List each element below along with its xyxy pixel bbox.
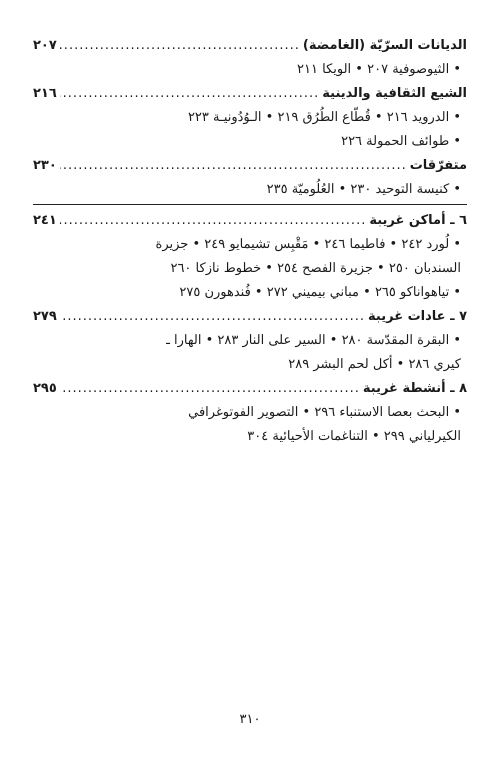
entry-line: الكيرلياني ٢٩٩ • التناغمات الأحيائية ٣٠٤ <box>247 429 461 444</box>
section-page-number: ٢٩٥ <box>33 381 57 396</box>
toc-section-heading <box>33 36 467 56</box>
toc-section <box>33 36 467 82</box>
toc-section <box>33 156 467 202</box>
entry-line: • تياهواناكو ٢٦٥ • مباني بيميني ٢٧٢ • فُندهورن ٢٧٥ <box>179 285 461 300</box>
leader-dots <box>60 211 367 231</box>
leader-dots <box>60 84 319 104</box>
leader-dots <box>60 36 300 56</box>
toc-section-heading <box>33 379 467 399</box>
divider-rule <box>33 204 467 205</box>
section-entries <box>33 58 467 82</box>
section-title: متفرّقات <box>409 158 467 173</box>
section-entries <box>33 233 467 305</box>
toc-section-heading <box>33 84 467 104</box>
toc-section-heading <box>33 211 467 231</box>
entry-line: • الثيوصوفية ٢٠٧ • الويكا ٢١١ <box>297 62 461 77</box>
section-entries <box>33 401 467 449</box>
section-entries <box>33 178 467 202</box>
toc-section <box>33 211 467 305</box>
section-page-number: ٢٧٩ <box>33 309 57 324</box>
section-title: ٨ ـ أنشطة غريبة <box>362 381 467 396</box>
section-entries <box>33 106 467 154</box>
section-title: الديانات السرّيّة (الغامضة) <box>302 38 467 53</box>
toc-section <box>33 84 467 154</box>
page-number: ٣١٠ <box>239 712 261 727</box>
toc-section <box>33 307 467 377</box>
section-title: ٦ ـ أماكن غريبة <box>369 213 467 228</box>
entry-line: • طوائف الحمولة ٢٢٦ <box>341 134 461 149</box>
section-title: الشيع الثقافية والدينية <box>322 86 467 101</box>
toc-section-heading <box>33 307 467 327</box>
table-of-contents <box>33 36 467 451</box>
entry-line: • كنيسة التوحيد ٢٣٠ • العُلُوميّة ٢٣٥ <box>266 182 461 197</box>
section-title: ٧ ـ عادات غريبة <box>368 309 467 324</box>
section-page-number: ٢٤١ <box>33 213 57 228</box>
entry-line: • البقرة المقدّسة ٢٨٠ • السير على النار ٢٨٣ • الهارا ـ <box>166 333 461 348</box>
section-page-number: ٢١٦ <box>33 86 57 101</box>
leader-dots <box>60 379 360 399</box>
entry-line: السندبان ٢٥٠ • جزيرة الفصح ٢٥٤ • خطوط نازكا ٢٦٠ <box>170 261 461 276</box>
entry-line: كيري ٢٨٦ • أكل لحم البشر ٢٨٩ <box>288 357 461 372</box>
entry-line: • الدرويد ٢١٦ • قُطّاع الطُرُق ٢١٩ • الـوُدُونيـة ٢٢٣ <box>187 110 461 125</box>
section-entries <box>33 329 467 377</box>
entry-line: • البحث بعصا الاستنباء ٢٩٦ • التصوير الفوتوغرافي <box>188 405 461 420</box>
section-page-number: ٢٣٠ <box>33 158 57 173</box>
leader-dots <box>60 307 365 327</box>
entry-line: • لُورد ٢٤٢ • فاطيما ٢٤٦ • مَقْبِس تشيمايو ٢٤٩ • جزيرة <box>155 237 461 252</box>
leader-dots <box>60 156 407 176</box>
toc-section-heading <box>33 156 467 176</box>
section-page-number: ٢٠٧ <box>33 38 57 53</box>
toc-section <box>33 379 467 449</box>
